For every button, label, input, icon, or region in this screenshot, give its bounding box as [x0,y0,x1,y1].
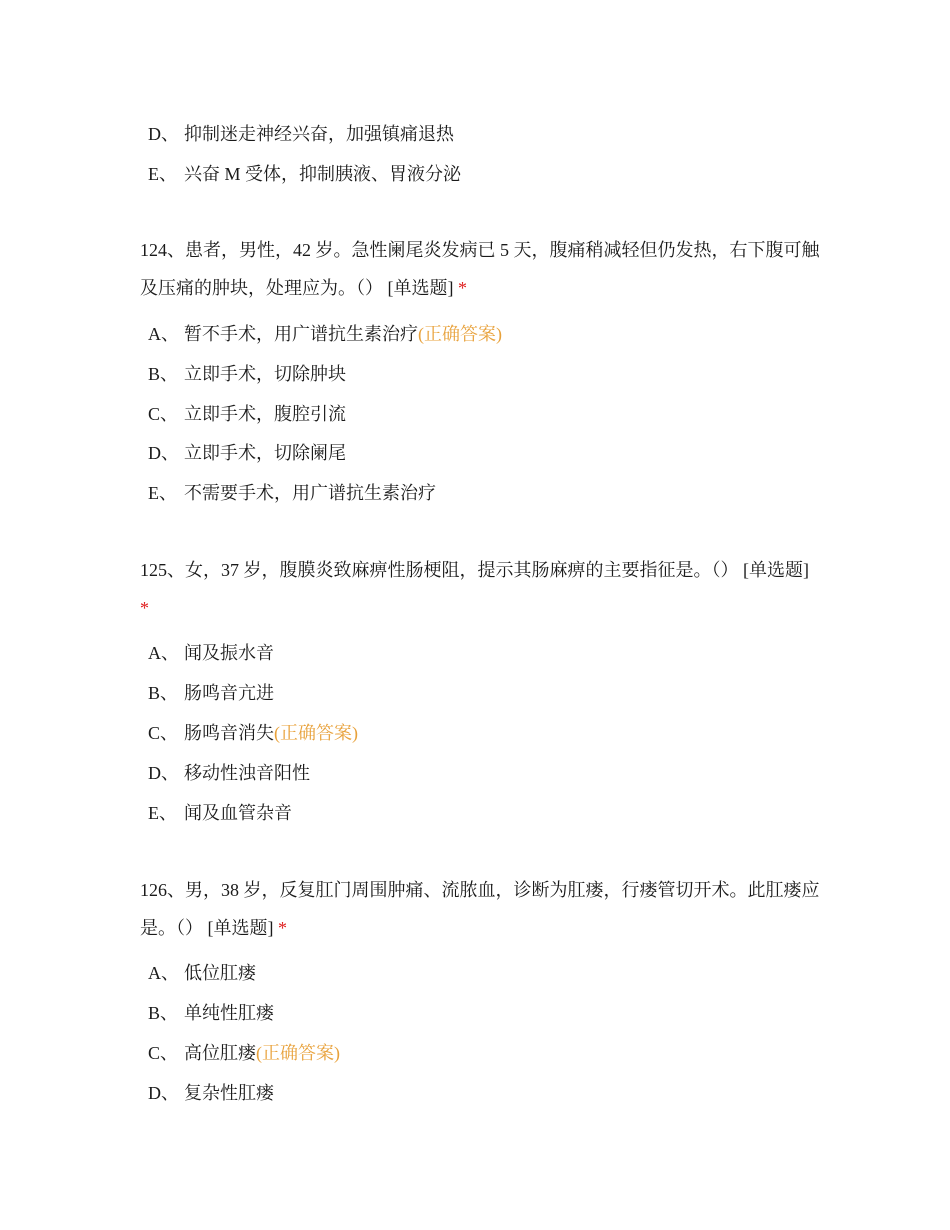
option-text: 单纯性肛瘘 [184,1003,274,1023]
question-125 [140,551,820,627]
option-q124-e [148,481,436,505]
option-letter: D、 [148,443,179,463]
option-q126-a [148,961,256,985]
option-text: 移动性浊音阳性 [184,763,310,783]
question-124 [140,231,820,307]
option-q125-e [148,801,292,825]
option-letter: E、 [148,483,177,503]
option-letter: C、 [148,404,179,424]
option-letter: A、 [148,324,179,344]
option-letter: D、 [148,1083,179,1103]
option-text: 立即手术，切除肿块 [184,364,346,384]
option-text: 肠鸣音消失 [184,723,274,743]
option-text: 肠鸣音亢进 [184,683,274,703]
option-letter: C、 [148,723,179,743]
required-mark: * [278,918,287,938]
required-mark: * [458,278,467,298]
option-text: 立即手术，腹腔引流 [184,404,346,424]
question-text: 125、女，37 岁，腹膜炎致麻痹性肠梗阻，提示其肠麻痹的主要指征是。（） [单选题] [140,560,809,580]
option-letter: E、 [148,164,177,184]
option-q125-c [148,721,358,745]
option-q125-b [148,681,274,705]
option-letter: B、 [148,364,179,384]
option-text: 低位肛瘘 [184,963,256,983]
option-q123-d [148,122,454,146]
question-126 [140,871,820,947]
correct-answer-tag: (正确答案) [418,324,502,344]
option-text: 复杂性肛瘘 [184,1083,274,1103]
option-text: 立即手术，切除阑尾 [184,443,346,463]
option-q124-a [148,322,502,346]
option-q123-e [148,162,461,186]
option-q125-d [148,761,310,785]
option-q126-c [148,1041,340,1065]
option-letter: C、 [148,1043,179,1063]
option-letter: D、 [148,763,179,783]
option-q126-b [148,1001,274,1025]
option-letter: D、 [148,124,179,144]
option-letter: B、 [148,683,179,703]
option-text: 暂不手术，用广谱抗生素治疗 [184,324,418,344]
option-text: 闻及振水音 [184,643,274,663]
option-text: 抑制迷走神经兴奋，加强镇痛退热 [184,124,454,144]
option-text: 高位肛瘘 [184,1043,256,1063]
correct-answer-tag: (正确答案) [274,723,358,743]
question-text: 126、男，38 岁，反复肛门周围肿痛、流脓血，诊断为肛瘘，行瘘管切开术。此肛瘘应是。（） [单选题] [140,880,820,938]
question-text: 124、患者，男性，42 岁。急性阑尾炎发病已 5 天，腹痛稍减轻但仍发热，右下腹可触及压痛的肿块，处理应为。（） [单选题] [140,240,820,298]
option-text: 闻及血管杂音 [184,803,292,823]
option-letter: A、 [148,963,179,983]
required-mark: * [140,598,149,618]
option-letter: E、 [148,803,177,823]
option-q125-a [148,641,274,665]
option-text: 不需要手术，用广谱抗生素治疗 [184,483,436,503]
option-letter: A、 [148,643,179,663]
option-text: 兴奋 M 受体，抑制胰液、胃液分泌 [184,164,462,184]
correct-answer-tag: (正确答案) [256,1043,340,1063]
option-q124-b [148,362,346,386]
option-letter: B、 [148,1003,179,1023]
option-q124-c [148,402,346,426]
option-q126-d [148,1081,274,1105]
option-q124-d [148,441,346,465]
